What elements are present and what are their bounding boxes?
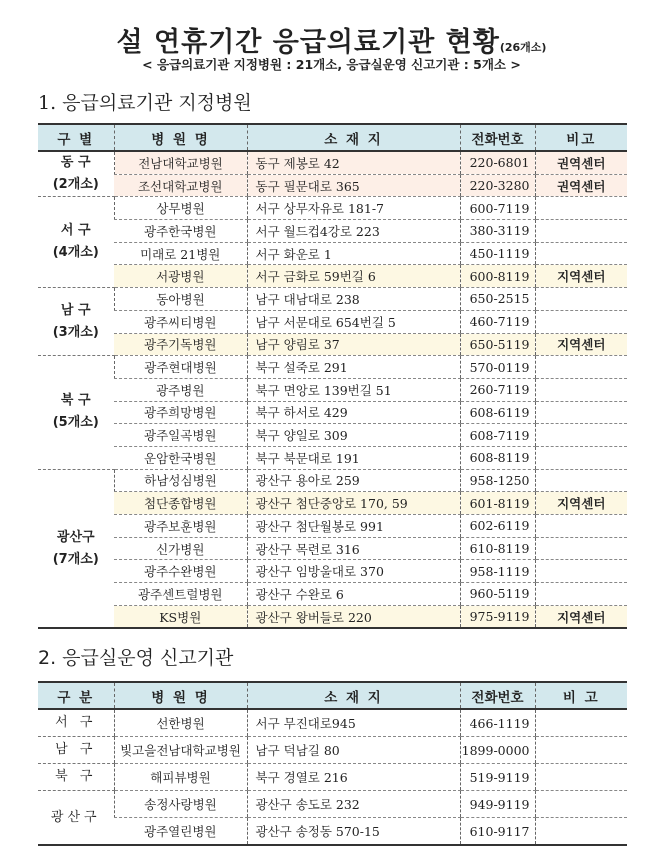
hospital-address: 북구 경열로 216: [247, 764, 460, 791]
hospital-note: [535, 220, 627, 243]
hospital-name: 동아병원: [114, 288, 247, 311]
hospital-note: [535, 764, 627, 791]
hospital-phone: 519-9119: [460, 764, 535, 791]
hospital-note: 지역센터: [535, 492, 627, 515]
hospital-name: 광주일곡병원: [114, 424, 247, 447]
hospital-note: [535, 583, 627, 606]
header-address: 소 재 지: [247, 124, 460, 151]
hospital-phone: 380-3119: [460, 220, 535, 243]
hospital-address: 북구 하서로 429: [247, 401, 460, 424]
hospital-name: 송정사랑병원: [114, 791, 247, 818]
hospital-address: 남구 덕남길 80: [247, 737, 460, 764]
hospital-phone: 220-6801: [460, 151, 535, 174]
designated-hospitals-table: [38, 123, 627, 629]
hospital-name: 운암한국병원: [114, 446, 247, 469]
hospital-note: 지역센터: [535, 605, 627, 628]
hospital-phone: 460-7119: [460, 310, 535, 333]
hospital-phone: 570-0119: [460, 356, 535, 379]
hospital-address: 서구 금화로 59번길 6: [247, 265, 460, 288]
hospital-name: 광주수완병원: [114, 560, 247, 583]
section2-heading: 2. 응급실운영 신고기관: [38, 647, 234, 669]
district-cell: [38, 709, 114, 737]
district-cell: [38, 469, 114, 628]
hospital-note: [535, 288, 627, 311]
district-name: 광산구: [50, 809, 101, 825]
hospital-note: [535, 378, 627, 401]
hospital-note: [535, 818, 627, 846]
hospital-note: [535, 537, 627, 560]
hospital-phone: 949-9119: [460, 791, 535, 818]
table-row: [38, 242, 627, 265]
table-row: [38, 537, 627, 560]
hospital-note: [535, 242, 627, 265]
header-note: 비 고: [535, 682, 627, 709]
header-phone: 전화번호: [460, 124, 535, 151]
hospital-address: 서구 무진대로945: [247, 709, 460, 737]
district-name: 북 구: [55, 769, 97, 784]
hospital-phone: 260-7119: [460, 378, 535, 401]
hospital-name: 광주한국병원: [114, 220, 247, 243]
hospital-phone: 960-5119: [460, 583, 535, 606]
hospital-note: [535, 515, 627, 538]
hospital-phone: 602-6119: [460, 515, 535, 538]
hospital-phone: 608-7119: [460, 424, 535, 447]
hospital-address: 북구 설죽로 291: [247, 356, 460, 379]
table-row: [38, 583, 627, 606]
hospital-address: 광산구 임방울대로 370: [247, 560, 460, 583]
district-name: 서 구: [55, 715, 97, 730]
header-hospital: 병 원 명: [114, 682, 247, 709]
hospital-name: 광주센트럴병원: [114, 583, 247, 606]
hospital-phone: 958-1119: [460, 560, 535, 583]
hospital-name: KS병원: [114, 605, 247, 628]
hospital-note: [535, 446, 627, 469]
hospital-name: 신가병원: [114, 537, 247, 560]
table-row: [38, 709, 627, 737]
hospital-phone: 650-5119: [460, 333, 535, 356]
district-name: 남 구: [55, 742, 97, 757]
table-row: [38, 401, 627, 424]
hospital-address: 북구 양일로 309: [247, 424, 460, 447]
table-row: [38, 220, 627, 243]
hospital-address: 동구 필문대로 365: [247, 174, 460, 197]
hospital-address: 광산구 목련로 316: [247, 537, 460, 560]
table-row: [38, 818, 627, 846]
page-title: [0, 20, 663, 59]
hospital-name: 광주현대병원: [114, 356, 247, 379]
hospital-phone: 975-9119: [460, 605, 535, 628]
hospital-phone: 608-8119: [460, 446, 535, 469]
header-district: 구 분: [38, 682, 114, 709]
hospital-phone: 608-6119: [460, 401, 535, 424]
section1-heading: 1. 응급의료기관 지정병원: [38, 92, 252, 114]
hospital-note: [535, 356, 627, 379]
hospital-address: 남구 대남대로 238: [247, 288, 460, 311]
hospital-name: 빛고을전남대학교병원: [114, 737, 247, 764]
hospital-note: 지역센터: [535, 265, 627, 288]
hospital-note: [535, 737, 627, 764]
table-row: [38, 424, 627, 447]
district-name: 북 구: [60, 393, 91, 409]
hospital-address: 광산구 용아로 259: [247, 469, 460, 492]
hospital-name: 해피뷰병원: [114, 764, 247, 791]
district-count: (7개소): [52, 551, 99, 567]
hospital-address: 광산구 송정동 570-15: [247, 818, 460, 846]
header-note: 비고: [535, 124, 627, 151]
hospital-address: 북구 면앙로 139번길 51: [247, 378, 460, 401]
hospital-phone: 650-2515: [460, 288, 535, 311]
hospital-note: [535, 401, 627, 424]
hospital-address: 광산구 왕버들로 220: [247, 605, 460, 628]
district-name: 남 구: [60, 302, 91, 318]
district-count: (5개소): [52, 415, 99, 431]
hospital-phone: 600-7119: [460, 197, 535, 220]
hospital-phone: 600-8119: [460, 265, 535, 288]
hospital-address: 서구 상무자유로 181-7: [247, 197, 460, 220]
emergency-room-table: [38, 681, 627, 846]
district-count: (2개소): [52, 177, 99, 193]
hospital-address: 남구 서문대로 654번길 5: [247, 310, 460, 333]
table-row: [38, 764, 627, 791]
district-count: (4개소): [52, 245, 99, 261]
district-name: 동 구: [60, 155, 91, 171]
hospital-phone: 1899-0000: [460, 737, 535, 764]
table-row: [38, 174, 627, 197]
hospital-name: 미래로 21병원: [114, 242, 247, 265]
table-row: [38, 378, 627, 401]
table-row: [38, 197, 627, 220]
hospital-note: 권역센터: [535, 174, 627, 197]
hospital-address: 광산구 첨단중앙로 170, 59: [247, 492, 460, 515]
header-hospital: 병 원 명: [114, 124, 247, 151]
hospital-note: 지역센터: [535, 333, 627, 356]
hospital-phone: 958-1250: [460, 469, 535, 492]
hospital-note: [535, 197, 627, 220]
hospital-address: 북구 북문대로 191: [247, 446, 460, 469]
hospital-phone: 220-3280: [460, 174, 535, 197]
hospital-address: 광산구 수완로 6: [247, 583, 460, 606]
hospital-address: 서구 월드컵4강로 223: [247, 220, 460, 243]
table-row: [38, 356, 627, 379]
hospital-note: [535, 469, 627, 492]
table-row: [38, 605, 627, 628]
hospital-name: 광주희망병원: [114, 401, 247, 424]
table-row: [38, 737, 627, 764]
table-header-row: [38, 682, 627, 709]
district-cell: [38, 737, 114, 764]
hospital-note: [535, 310, 627, 333]
table-header-row: [38, 124, 627, 151]
table-row: [38, 469, 627, 492]
hospital-note: 권역센터: [535, 151, 627, 174]
hospital-phone: 450-1119: [460, 242, 535, 265]
table-row: [38, 310, 627, 333]
hospital-address: 광산구 첨단월봉로 991: [247, 515, 460, 538]
hospital-name: 광주열린병원: [114, 818, 247, 846]
title-text: 설 연휴기간 응급의료기관 현황: [116, 27, 500, 58]
district-cell: [38, 791, 114, 846]
district-cell: [38, 151, 114, 197]
header-district: 구 별: [38, 124, 114, 151]
table-row: [38, 151, 627, 174]
district-cell: [38, 288, 114, 356]
hospital-note: [535, 560, 627, 583]
hospital-address: 서구 화운로 1: [247, 242, 460, 265]
hospital-phone: 610-9117: [460, 818, 535, 846]
title-count: (26개소): [499, 41, 547, 54]
hospital-address: 동구 제봉로 42: [247, 151, 460, 174]
hospital-name: 상무병원: [114, 197, 247, 220]
header-address: 소 재 지: [247, 682, 460, 709]
hospital-note: [535, 791, 627, 818]
table-row: [38, 446, 627, 469]
hospital-phone: 601-8119: [460, 492, 535, 515]
district-count: (3개소): [52, 324, 99, 340]
table-row: [38, 791, 627, 818]
hospital-address: 남구 양림로 37: [247, 333, 460, 356]
hospital-name: 하남성심병원: [114, 469, 247, 492]
hospital-note: [535, 709, 627, 737]
hospital-note: [535, 424, 627, 447]
subtitle: < 응급의료기관 지정병원 : 21개소, 응급실운영 신고기관 : 5개소 >: [142, 57, 521, 72]
district-cell: [38, 764, 114, 791]
table-row: [38, 333, 627, 356]
hospital-name: 광주기독병원: [114, 333, 247, 356]
district-name: 광산구: [56, 529, 95, 545]
hospital-address: 광산구 송도로 232: [247, 791, 460, 818]
hospital-name: 광주보훈병원: [114, 515, 247, 538]
header-phone: 전화번호: [460, 682, 535, 709]
hospital-name: 전남대학교병원: [114, 151, 247, 174]
hospital-phone: 466-1119: [460, 709, 535, 737]
table-row: [38, 288, 627, 311]
table-row: [38, 515, 627, 538]
hospital-name: 광주씨티병원: [114, 310, 247, 333]
table-row: [38, 492, 627, 515]
table-row: [38, 265, 627, 288]
district-cell: [38, 356, 114, 469]
hospital-name: 선한병원: [114, 709, 247, 737]
table-row: [38, 560, 627, 583]
hospital-name: 조선대학교병원: [114, 174, 247, 197]
hospital-name: 서광병원: [114, 265, 247, 288]
hospital-name: 광주병원: [114, 378, 247, 401]
hospital-phone: 610-8119: [460, 537, 535, 560]
district-cell: [38, 197, 114, 288]
district-name: 서 구: [60, 223, 91, 239]
hospital-name: 첨단종합병원: [114, 492, 247, 515]
